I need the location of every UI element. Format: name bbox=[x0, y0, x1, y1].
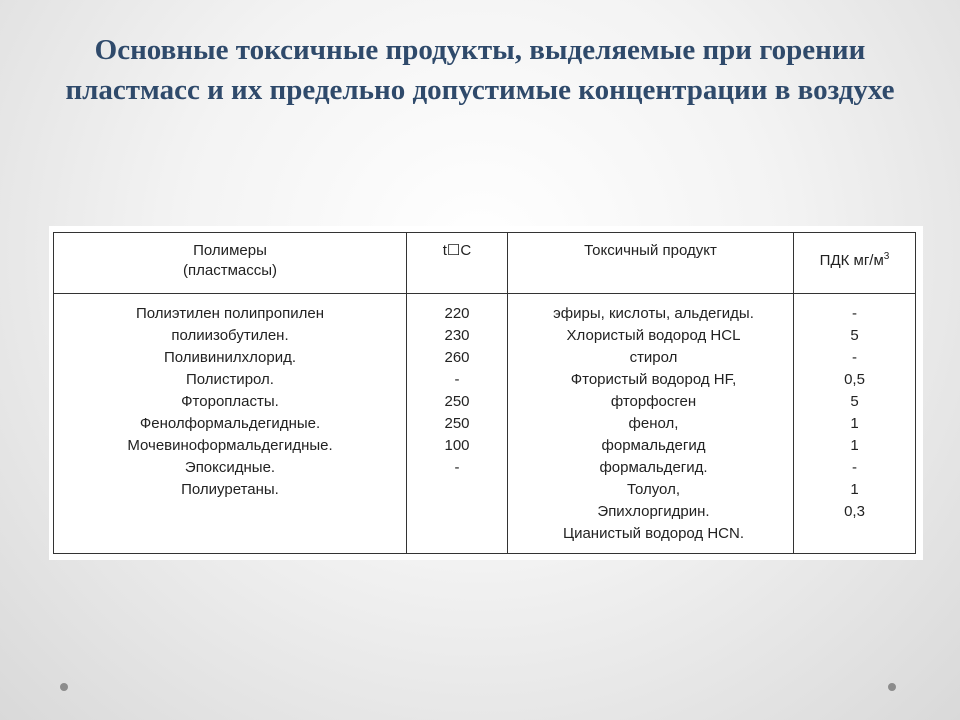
toxic-products-table bbox=[53, 232, 916, 554]
toxic-product-item: Фтористый водород HF, bbox=[570, 371, 737, 388]
toxic-product-item: Цианистый водород HCN. bbox=[562, 525, 745, 542]
cell-pdk bbox=[794, 294, 916, 554]
toxic-product-item: формальдегид bbox=[601, 437, 706, 454]
temperature-value: 100 bbox=[444, 437, 470, 454]
temperature-value: 250 bbox=[444, 393, 470, 410]
toxic-product-item: эфиры, кислоты, альдегиды. bbox=[553, 305, 754, 322]
pdk-value: - bbox=[852, 305, 857, 322]
toxic-product-item: стирол bbox=[629, 349, 678, 366]
table-body-row bbox=[54, 294, 916, 554]
polymer-item: Эпоксидные. bbox=[184, 459, 276, 476]
nav-dot-right bbox=[888, 683, 896, 691]
polymer-item: Полистирол. bbox=[186, 371, 274, 388]
header-polymers bbox=[54, 233, 407, 294]
polymer-item: Поливинилхлорид. bbox=[163, 349, 297, 366]
polymer-item: полиизобутилен. bbox=[171, 327, 289, 344]
polymer-item: Фенолформальдегидные. bbox=[139, 415, 321, 432]
temperature-value: 250 bbox=[444, 415, 470, 432]
header-pdk bbox=[794, 233, 916, 294]
pdk-value: - bbox=[852, 459, 857, 476]
cell-products bbox=[508, 294, 794, 554]
header-polymers-line-1: Полимеры bbox=[193, 242, 267, 259]
header-polymers-line-2: (пластмассы) bbox=[182, 262, 277, 279]
polymer-item: Мочевиноформальдегидные. bbox=[127, 437, 333, 454]
header-pdk-superscript: 3 bbox=[883, 251, 890, 262]
pdk-value: - bbox=[852, 349, 857, 366]
header-pdk-label: ПДК мг/м bbox=[819, 252, 884, 269]
temperature-value: - bbox=[454, 371, 460, 388]
temperature-value: - bbox=[454, 459, 460, 476]
polymer-item: Полиэтилен полипропилен bbox=[136, 305, 324, 322]
pdk-value: 1 bbox=[850, 437, 859, 454]
pdk-value: 5 bbox=[850, 327, 859, 344]
pdk-value: 0,3 bbox=[844, 503, 865, 520]
toxic-product-item: формальдегид. bbox=[599, 459, 708, 476]
table-header-row bbox=[54, 233, 916, 294]
polymer-item: Полиуретаны. bbox=[181, 481, 279, 498]
toxic-product-item: фторфосген bbox=[610, 393, 697, 410]
toxic-products-table-panel bbox=[49, 226, 923, 560]
pdk-value: 0,5 bbox=[844, 371, 865, 388]
toxic-product-item: Хлористый водород HCL bbox=[566, 327, 741, 344]
cell-temperatures bbox=[407, 294, 508, 554]
slide-title bbox=[20, 30, 940, 110]
toxic-product-item: фенол, bbox=[628, 415, 679, 432]
pdk-value: 5 bbox=[850, 393, 859, 410]
slide-title-line-2: пластмасс и их предельно допустимые концентрации в воздухе bbox=[65, 74, 895, 106]
slide-title-line-1: Основные токсичные продукты, выделяемые при горении bbox=[94, 34, 866, 66]
temperature-value: 220 bbox=[444, 305, 470, 322]
header-toxic-product bbox=[508, 233, 794, 294]
temperature-value: 260 bbox=[444, 349, 470, 366]
toxic-product-item: Эпихлоргидрин. bbox=[597, 503, 710, 520]
header-temperature-label: t☐C bbox=[442, 242, 472, 259]
header-temperature bbox=[407, 233, 508, 294]
temperature-value: 230 bbox=[444, 327, 470, 344]
pdk-value: 1 bbox=[850, 481, 859, 498]
toxic-product-item: Толуол, bbox=[626, 481, 680, 498]
cell-polymers bbox=[54, 294, 407, 554]
nav-dot-left bbox=[60, 683, 68, 691]
polymer-item: Фторопласты. bbox=[181, 393, 279, 410]
pdk-value: 1 bbox=[850, 415, 859, 432]
header-toxic-product-label: Токсичный продукт bbox=[584, 242, 717, 259]
